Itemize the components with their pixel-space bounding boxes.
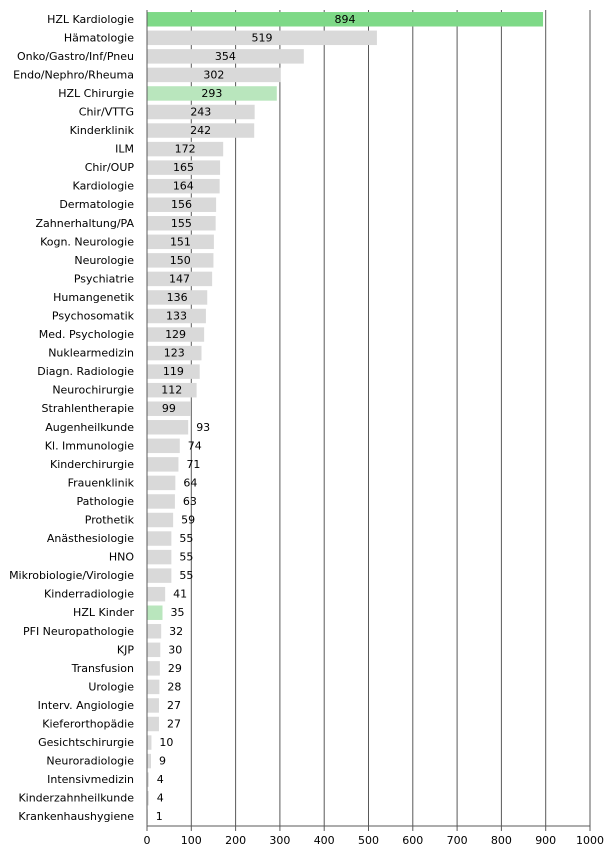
bar xyxy=(147,643,160,657)
bar xyxy=(147,605,163,619)
data-label: 99 xyxy=(161,402,176,416)
data-label: 156 xyxy=(171,198,193,212)
x-tick-label: 800 xyxy=(490,834,512,847)
category-label: ILM xyxy=(115,142,134,156)
data-label: 27 xyxy=(166,698,181,712)
bar xyxy=(147,420,188,434)
category-label: Psychosomatik xyxy=(51,309,134,323)
data-label: 119 xyxy=(162,365,184,379)
category-label: Anästhesiologie xyxy=(46,532,134,546)
category-label: Pathologie xyxy=(76,494,134,508)
category-label: Kinderklinik xyxy=(69,124,134,138)
category-label: Kinderchirurgie xyxy=(50,457,134,471)
data-label: 293 xyxy=(201,86,223,100)
category-label: Nuklearmedizin xyxy=(48,346,134,360)
category-label: Interv. Angiologie xyxy=(37,698,134,712)
category-label: Frauenklinik xyxy=(67,476,134,490)
category-label: Neuroradiologie xyxy=(46,754,134,768)
data-label: 164 xyxy=(172,179,194,193)
category-label: Intensivmedizin xyxy=(47,773,134,787)
bar xyxy=(147,494,175,508)
category-label: HZL Chirurgie xyxy=(58,86,134,100)
bar xyxy=(147,568,171,582)
data-label: 71 xyxy=(186,457,201,471)
category-label: HZL Kinder xyxy=(73,606,134,620)
data-label: 32 xyxy=(169,624,184,638)
data-label: 123 xyxy=(163,346,185,360)
x-tick-label: 300 xyxy=(269,834,291,847)
category-label: Dermatologie xyxy=(59,198,134,212)
data-label: 55 xyxy=(179,569,194,583)
data-label: 151 xyxy=(169,235,191,249)
category-label: HNO xyxy=(108,550,134,564)
category-label: Augenheilkunde xyxy=(45,420,134,434)
category-label: Psychiatrie xyxy=(73,272,134,286)
bar xyxy=(147,754,151,768)
data-label: 519 xyxy=(251,31,273,45)
category-label: PFI Neuropathologie xyxy=(22,624,134,638)
category-label: Chir/OUP xyxy=(84,161,134,175)
category-label: Humangenetik xyxy=(53,290,134,304)
data-label: 59 xyxy=(181,513,196,527)
data-label: 63 xyxy=(182,494,197,508)
data-label: 55 xyxy=(179,532,194,546)
data-label: 27 xyxy=(166,717,181,731)
category-label: Kinderzahnheilkunde xyxy=(18,791,134,805)
bar xyxy=(147,698,159,712)
data-label: 35 xyxy=(170,606,185,620)
data-label: 29 xyxy=(167,661,182,675)
category-label: Med. Psychologie xyxy=(38,328,134,342)
category-label: Kinderradiologie xyxy=(44,587,134,601)
category-label: Hämatologie xyxy=(63,31,134,45)
bar xyxy=(147,717,159,731)
data-label: 155 xyxy=(170,216,192,230)
category-labels xyxy=(9,13,135,823)
x-tick-label: 400 xyxy=(313,834,335,847)
category-label: Kl. Immunologie xyxy=(44,439,134,453)
x-tick-label: 700 xyxy=(446,834,468,847)
category-label: Neurologie xyxy=(74,253,134,267)
data-label: 165 xyxy=(173,161,195,175)
bar xyxy=(147,476,175,490)
category-label: Transfusion xyxy=(71,661,134,675)
data-label: 1 xyxy=(155,810,163,824)
category-label: Kogn. Neurologie xyxy=(40,235,134,249)
category-label: Endo/Nephro/Rheuma xyxy=(13,68,134,82)
x-tick-label: 0 xyxy=(143,834,151,847)
data-label: 112 xyxy=(161,383,183,397)
bar xyxy=(147,531,171,545)
data-label: 147 xyxy=(169,272,191,286)
category-label: Krankenhaushygiene xyxy=(18,810,134,824)
category-label: Chir/VTTG xyxy=(78,105,134,119)
x-tick-label: 100 xyxy=(180,834,202,847)
data-label: 894 xyxy=(334,12,356,26)
category-label: Urologie xyxy=(88,680,134,694)
x-tick-label: 500 xyxy=(358,834,379,847)
data-label: 136 xyxy=(166,290,188,304)
data-label: 93 xyxy=(196,420,211,434)
data-label: 4 xyxy=(156,773,164,787)
data-label: 41 xyxy=(173,587,188,601)
bar xyxy=(147,680,159,694)
x-tick-label: 1000 xyxy=(576,834,604,847)
data-label: 10 xyxy=(159,736,174,750)
bar xyxy=(147,587,165,601)
category-label: Onko/Gastro/Inf/Pneu xyxy=(16,49,134,63)
bar xyxy=(147,624,161,638)
category-label: Mikrobiologie/Virologie xyxy=(9,569,134,583)
x-tick-label: 200 xyxy=(225,834,247,847)
category-label: HZL Kardiologie xyxy=(47,12,134,26)
x-tick-label: 600 xyxy=(402,834,424,847)
data-label: 150 xyxy=(169,253,191,267)
bar xyxy=(147,457,178,471)
bar xyxy=(147,735,151,749)
bar xyxy=(147,439,180,453)
data-label: 302 xyxy=(203,68,225,82)
category-label: Kardiologie xyxy=(72,179,134,193)
data-label: 4 xyxy=(156,791,164,805)
data-label: 129 xyxy=(165,328,187,342)
category-label: Neurochirurgie xyxy=(52,383,134,397)
data-label: 9 xyxy=(158,754,166,768)
data-label: 243 xyxy=(190,105,212,119)
category-label: Kieferorthopädie xyxy=(42,717,134,731)
category-label: Zahnerhaltung/PA xyxy=(35,216,134,230)
data-label: 28 xyxy=(167,680,182,694)
category-label: Strahlentherapie xyxy=(41,402,134,416)
bar xyxy=(147,661,160,675)
data-label: 354 xyxy=(214,49,236,63)
data-label: 30 xyxy=(168,643,183,657)
bar xyxy=(147,550,171,564)
data-label: 74 xyxy=(187,439,202,453)
bar xyxy=(147,513,173,527)
data-label: 242 xyxy=(190,124,212,138)
category-label: KJP xyxy=(116,643,134,657)
x-tick-label: 900 xyxy=(535,834,557,847)
category-label: Prothetik xyxy=(84,513,134,527)
data-label: 172 xyxy=(174,142,196,156)
data-label: 55 xyxy=(179,550,194,564)
category-label: Diagn. Radiologie xyxy=(37,365,134,379)
data-label: 133 xyxy=(165,309,187,323)
data-label: 64 xyxy=(183,476,198,490)
category-label: Gesichtschirurgie xyxy=(38,736,134,750)
